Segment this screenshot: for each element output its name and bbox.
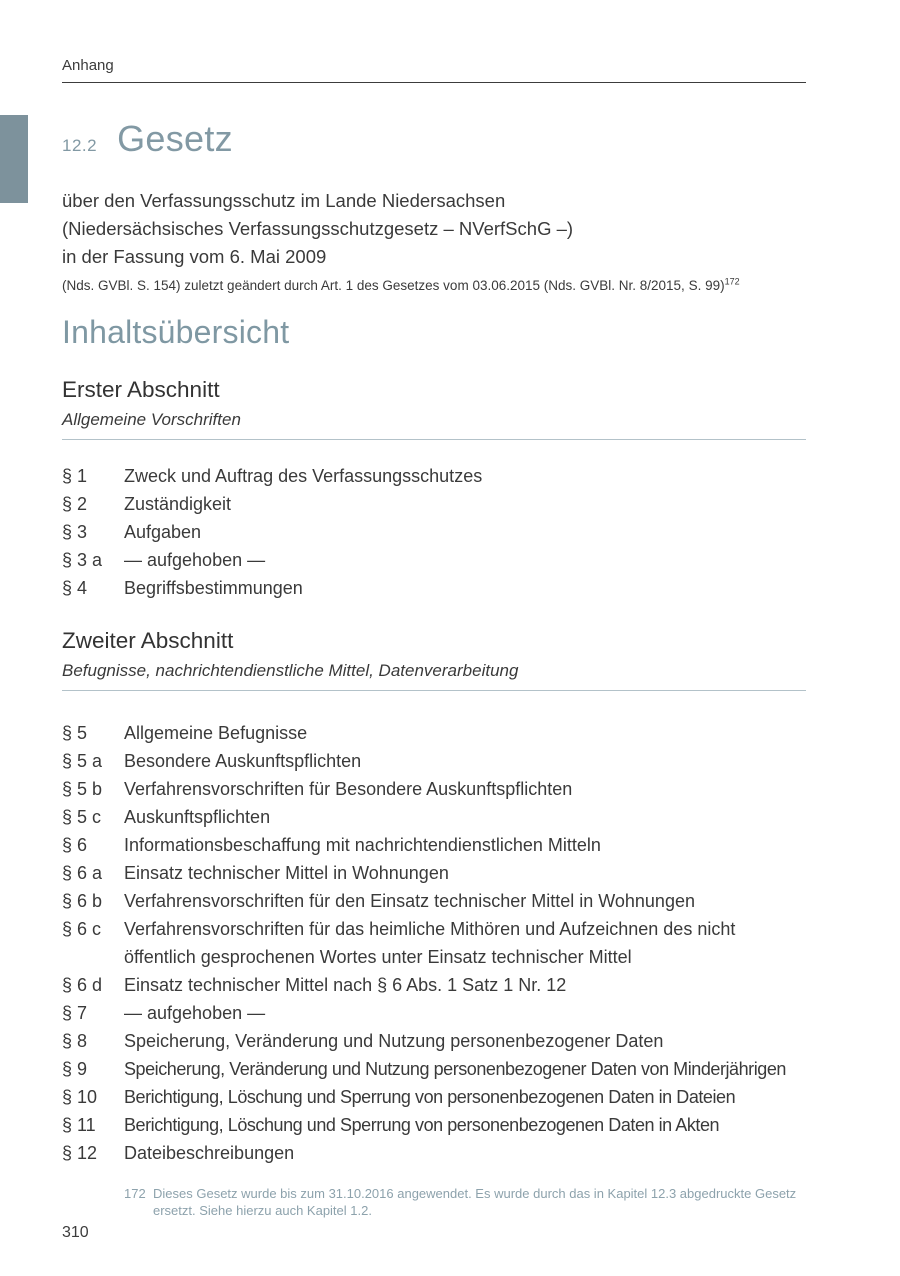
toc-entry-ref: § 5 c: [62, 807, 102, 827]
toc-entry: [62, 971, 806, 999]
toc-entry-ref: § 5: [62, 723, 88, 743]
toc-entry-label: Auskunftspflichten: [124, 807, 271, 827]
toc-entry-ref: § 7: [62, 1003, 88, 1023]
toc-entry: [62, 719, 806, 747]
toc-entry: [62, 747, 806, 775]
toc-section-1: [62, 377, 806, 602]
toc-entry-label: Zuständigkeit: [124, 494, 232, 514]
toc-entry-label: Verfahrensvorschriften für Besondere Auskunftspflichten: [124, 779, 573, 799]
chapter-number: 12.2: [62, 136, 98, 155]
toc-entry-ref: § 8: [62, 1031, 88, 1051]
toc-entry: [62, 546, 806, 574]
footnote-number: 172: [124, 1186, 146, 1201]
toc-entry: [62, 462, 806, 490]
toc-entry: [62, 518, 806, 546]
toc-entry: [62, 490, 806, 518]
toc-entry-label: Begriffsbestimmungen: [124, 578, 303, 598]
toc-entry: [62, 803, 806, 831]
toc-entry-label: Verfahrensvorschriften für das heimliche Mithören und Aufzeichnen des nicht öffentlich gesprochenen Wortes unter Einsatz technischer Mittel: [124, 919, 736, 967]
toc-entry-label: Einsatz technischer Mittel in Wohnungen: [124, 863, 449, 883]
toc-entry-ref: § 2: [62, 494, 88, 514]
chapter-title: Gesetz: [117, 118, 233, 159]
source-note-text: (Nds. GVBl. S. 154) zuletzt geändert durch Art. 1 des Gesetzes vom 03.06.2015 (Nds. GVBl. Nr. 8/2015, S. 99): [62, 278, 725, 293]
chapter-subtitle-line: über den Verfassungsschutz im Lande Niedersachsen: [62, 190, 506, 211]
toc-entry-label: Speicherung, Veränderung und Nutzung personenbezogener Daten: [124, 1031, 664, 1051]
toc-entry-label: Besondere Auskunftspflichten: [124, 751, 362, 771]
toc-section-2: [62, 628, 806, 1167]
section-divider: [62, 690, 806, 691]
toc-entry-label: Berichtigung, Löschung und Sperrung von personenbezogenen Daten in Akten: [124, 1115, 720, 1135]
footnote-text: Dieses Gesetz wurde bis zum 31.10.2016 angewendet. Es wurde durch das in Kapitel 12.3 abgedruckte Gesetz ersetzt. Siehe hierzu auch Kapitel 1.2.: [153, 1186, 797, 1218]
toc-entry-ref: § 6: [62, 835, 88, 855]
toc-entry-ref: § 5 a: [62, 751, 103, 771]
toc-entry-ref: § 6 a: [62, 863, 103, 883]
toc-entry-ref: § 5 b: [62, 779, 103, 799]
toc-section-heading: Zweiter Abschnitt: [62, 628, 234, 653]
toc-entry-ref: § 3: [62, 522, 88, 542]
toc-entry: [62, 775, 806, 803]
toc-entries: [62, 462, 806, 602]
toc-entries: [62, 719, 806, 1167]
toc-entry: [62, 831, 806, 859]
chapter-subtitle-line: (Niedersächsisches Verfassungsschutzgesetz – NVerfSchG –): [62, 218, 574, 239]
toc-entry: [62, 859, 806, 887]
page-number: 310: [62, 1224, 89, 1241]
toc-entry-ref: § 9: [62, 1059, 88, 1079]
footnote-reference: 172: [724, 276, 740, 287]
toc-entry-ref: § 12: [62, 1143, 98, 1163]
chapter-subtitle: [62, 187, 806, 271]
toc-entry-ref: § 4: [62, 578, 88, 598]
toc-entry: [62, 999, 806, 1027]
chapter-subtitle-line: in der Fassung vom 6. Mai 2009: [62, 246, 327, 267]
chapter-marker-bar: [0, 115, 28, 203]
toc-entry: [62, 574, 806, 602]
toc-entry: [62, 1055, 806, 1083]
chapter-title-row: [62, 118, 806, 159]
toc-entry: [62, 887, 806, 915]
toc-entry-ref: § 6 c: [62, 919, 102, 939]
toc-entry-label: Dateibeschreibungen: [124, 1143, 295, 1163]
toc-entry-label: Einsatz technischer Mittel nach § 6 Abs. 1 Satz 1 Nr. 12: [124, 975, 567, 995]
toc-entry-label: Zweck und Auftrag des Verfassungsschutzes: [124, 466, 483, 486]
toc-title: Inhaltsübersicht: [62, 314, 290, 350]
toc-entry: [62, 1111, 806, 1139]
toc-entry-label: — aufgehoben —: [124, 1003, 266, 1023]
toc-section-subheading: Allgemeine Vorschriften: [62, 410, 241, 429]
toc-entry-label: Allgemeine Befugnisse: [124, 723, 308, 743]
toc-entry-label: Informationsbeschaffung mit nachrichtendienstlichen Mitteln: [124, 835, 601, 855]
toc-entry: [62, 1027, 806, 1055]
source-note: [62, 278, 806, 294]
toc-section-subheading: Befugnisse, nachrichtendienstliche Mittel, Datenverarbeitung: [62, 661, 519, 680]
toc-entry: [62, 1083, 806, 1111]
toc-entry-label: — aufgehoben —: [124, 550, 266, 570]
toc-entry-ref: § 6 b: [62, 891, 103, 911]
footnote: [124, 1186, 806, 1219]
toc-entry-label: Aufgaben: [124, 522, 202, 542]
toc-section-heading: Erster Abschnitt: [62, 377, 220, 402]
running-header-label: Anhang: [62, 57, 114, 74]
toc-entry: [62, 1139, 806, 1167]
running-header: [62, 0, 806, 83]
toc-entry-ref: § 6 d: [62, 975, 103, 995]
toc-entry-ref: § 10: [62, 1087, 98, 1107]
toc-entry-ref: § 11: [62, 1115, 96, 1135]
toc-entry-ref: § 1: [62, 466, 88, 486]
toc-entry-label: Speicherung, Veränderung und Nutzung personenbezogener Daten von Minderjährigen: [124, 1059, 786, 1079]
toc-entry-ref: § 3 a: [62, 550, 103, 570]
toc-entry-label: Verfahrensvorschriften für den Einsatz technischer Mittel in Wohnungen: [124, 891, 695, 911]
toc-entry: [62, 915, 806, 971]
section-divider: [62, 439, 806, 440]
toc-entry-label: Berichtigung, Löschung und Sperrung von personenbezogenen Daten in Dateien: [124, 1087, 736, 1107]
